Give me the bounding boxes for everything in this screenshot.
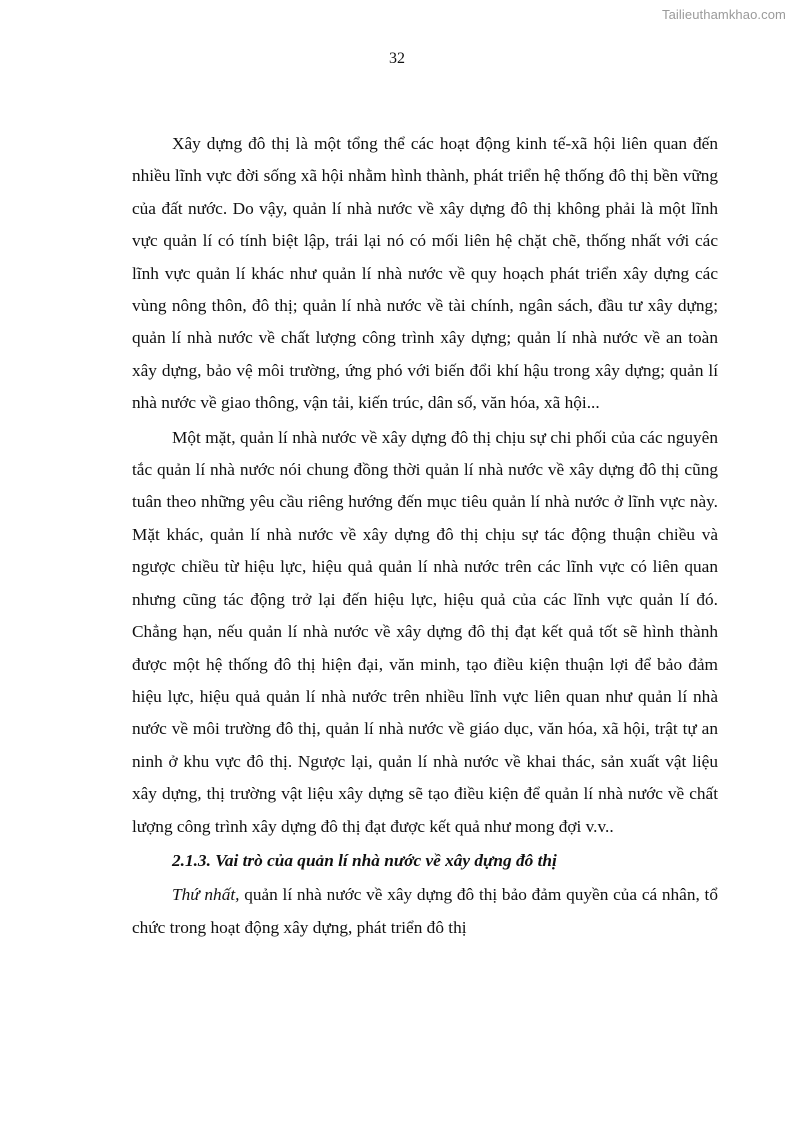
section-heading: 2.1.3. Vai trò của quản lí nhà nước về xây dựng đô thị <box>172 850 557 870</box>
paragraph-text: quản lí nhà nước về xây dựng đô thị bảo đảm quyền của cá nhân, tổ chức trong hoạt động xây dựng, phát triển đô thị <box>132 885 718 937</box>
paragraph-intro: Xây dựng đô thị là một tổng thể các hoạt động kinh tế-xã hội liên quan đến nhiều lĩnh vực đời sống xã hội nhằm hình thành, phát triển hệ thống đô thị bền vững của đất nước. Do vậy, quản lí nhà nước về xây dựng đô thị không phải là một lĩnh vực quản lí có tính biệt lập, trái lại nó có mối liên hệ chặt chẽ, thống nhất với các lĩnh vực quản lí khác như quản lí nhà nước về quy hoạch phát triển xây dựng các vùng nông thôn, đô thị; quản lí nhà nước về tài chính, ngân sách, đầu tư xây dựng; quản lí nhà nước về chất lượng công trình xây dựng; quản lí nhà nước về an toàn xây dựng, bảo vệ môi trường, ứng phó với biến đổi khí hậu trong xây dựng; quản lí nhà nước về giao thông, vận tải, kiến trúc, dân số, văn hóa, xã hội... <box>132 134 718 413</box>
paragraph-first-role <box>132 879 718 944</box>
page-number: 32 <box>389 50 405 67</box>
document-body <box>132 128 718 946</box>
paragraph-relationship: Một mặt, quản lí nhà nước về xây dựng đô thị chịu sự chi phối của các nguyên tắc quản lí nhà nước nói chung đồng thời quản lí nhà nước về xây dựng đô thị cũng tuân theo những yêu cầu riêng hướng đến mục tiêu quản lí nhà nước ở lĩnh vực này. Mặt khác, quản lí nhà nước về xây dựng đô thị chịu sự tác động thuận chiều và ngược chiều từ hiệu lực, hiệu quả quản lí nhà nước trên các lĩnh vực có liên quan nhưng cũng tác động trở lại đến hiệu lực, hiệu quả của các lĩnh vực quản lí đó. Chẳng hạn, nếu quản lí nhà nước về xây dựng đô thị đạt kết quả tốt sẽ hình thành được một hệ thống đô thị hiện đại, văn minh, tạo điều kiện thuận lợi để bảo đảm hiệu lực, hiệu quả quản lí nhà nước trên nhiều lĩnh vực liên quan như quản lí nhà nước về môi trường đô thị, quản lí nhà nước về giáo dục, văn hóa, xã hội, trật tự an ninh ở khu vực đô thị. Ngược lại, quản lí nhà nước về khai thác, sản xuất vật liệu xây dựng, thị trường vật liệu xây dựng sẽ tạo điều kiện để quản lí nhà nước về chất lượng công trình xây dựng đô thị đạt được kết quả như mong đợi v.v.. <box>132 427 718 836</box>
watermark-text: Tailieuthamkhao.com <box>661 7 786 22</box>
paragraph-lead: Thứ nhất, <box>172 885 240 905</box>
